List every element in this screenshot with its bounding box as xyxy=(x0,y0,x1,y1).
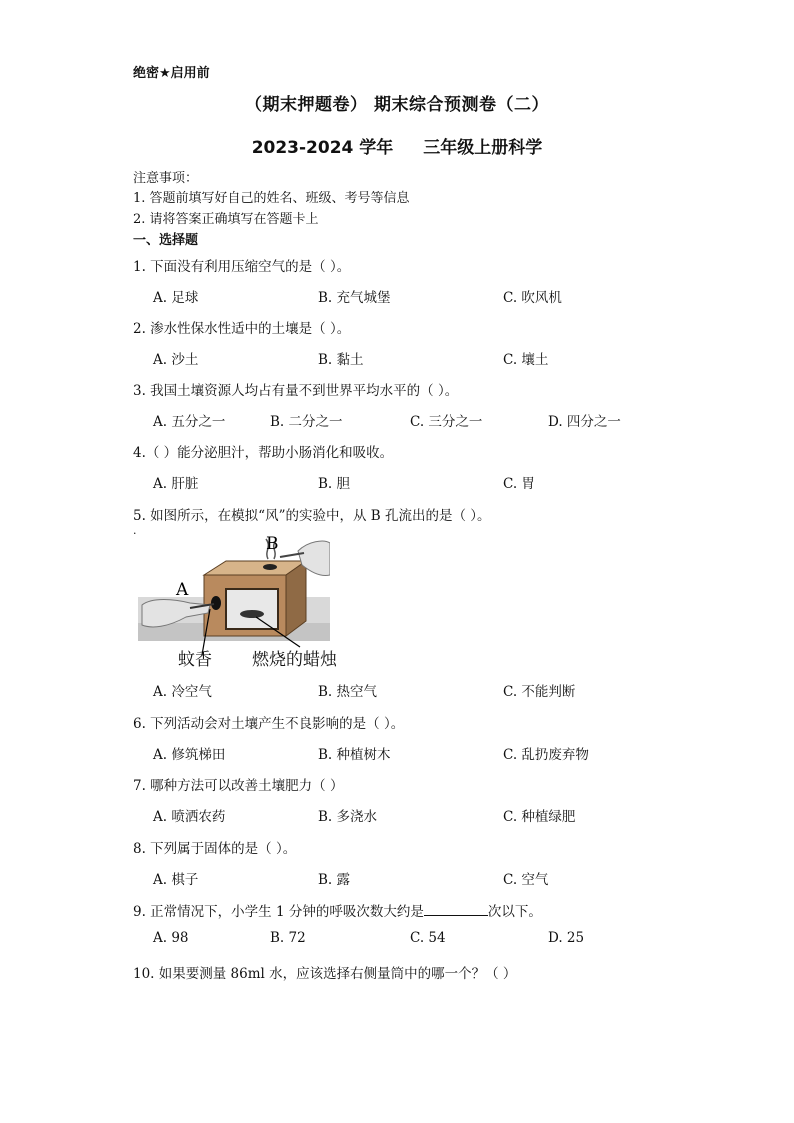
option-b: B. 充气城堡 xyxy=(318,290,391,306)
option-a: A. 98 xyxy=(153,930,189,946)
question-5: 5. 如图所示，在模拟“风”的实验中，从 B 孔流出的是（ ）。 xyxy=(133,508,491,524)
question-7: 7. 哪种方法可以改善土壤肥力（ ） xyxy=(133,778,344,794)
option-b: B. 多浇水 xyxy=(318,809,378,825)
option-b: B. 胆 xyxy=(318,476,351,492)
notice-heading: 注意事项： xyxy=(133,171,199,186)
option-d: D. 25 xyxy=(548,930,585,946)
question-6: 6. 下列活动会对土壤产生不良影响的是（ ）。 xyxy=(133,716,405,732)
option-c: C. 壤土 xyxy=(503,352,549,368)
option-a: A. 足球 xyxy=(153,290,199,306)
caption-mosquito-coil: 蚊香 xyxy=(178,650,212,670)
answer-blank xyxy=(424,903,488,916)
exam-subtitle xyxy=(0,133,794,158)
option-b: B. 72 xyxy=(270,930,306,946)
question-2: 2. 渗水性保水性适中的土壤是（ ）。 xyxy=(133,321,351,337)
option-b: B. 黏土 xyxy=(318,352,364,368)
option-c: C. 乱扔废弃物 xyxy=(503,747,589,763)
school-year: 2023-2024 学年 xyxy=(251,138,394,158)
option-c: C. 54 xyxy=(410,930,446,946)
notice-item: 2. 请将答案正确填写在答题卡上 xyxy=(133,212,319,227)
option-a: A. 喷洒农药 xyxy=(153,809,226,825)
option-b: B. 露 xyxy=(318,872,351,888)
option-a: A. 五分之一 xyxy=(153,414,226,430)
notice-item: 1. 答题前填写好自己的姓名、班级、考号等信息 xyxy=(133,191,410,206)
option-c: C. 三分之一 xyxy=(410,414,483,430)
option-c: C. 种植绿肥 xyxy=(503,809,576,825)
figure-label-a: A xyxy=(176,580,189,600)
option-c: C. 胃 xyxy=(503,476,535,492)
option-b: B. 种植树木 xyxy=(318,747,391,763)
exam-title: （期末押题卷） 期末综合预测卷（二） xyxy=(245,95,549,115)
option-b: B. 热空气 xyxy=(318,684,378,700)
confidential-mark: 绝密★启用前 xyxy=(133,66,210,81)
option-a: A. 冷空气 xyxy=(153,684,212,700)
option-c: C. 空气 xyxy=(503,872,549,888)
question-9-text-end: 次以下。 xyxy=(487,904,542,920)
option-c: C. 不能判断 xyxy=(503,684,576,700)
option-a: A. 沙土 xyxy=(153,352,199,368)
section-title: 一、选择题 xyxy=(133,233,199,248)
question-10: 10. 如果要测量 86ml 水，应该选择右侧量筒中的哪一个？（ ） xyxy=(133,966,517,982)
caption-burning-candle: 燃烧的蜡烛 xyxy=(252,650,337,670)
grade-subject: 三年级上册科学 xyxy=(423,138,543,158)
option-b: B. 二分之一 xyxy=(270,414,343,430)
question-3: 3. 我国土壤资源人均占有量不到世界平均水平的（ ）。 xyxy=(133,383,459,399)
option-a: A. 棋子 xyxy=(153,872,199,888)
option-a: A. 肝脏 xyxy=(153,476,199,492)
figure-label-b: B xyxy=(266,535,279,554)
option-a: A. 修筑梯田 xyxy=(153,747,226,763)
question-4: 4.（ ）能分泌胆汁，帮助小肠消化和吸收。 xyxy=(133,445,394,461)
option-d: D. 四分之一 xyxy=(548,414,621,430)
question-1: 1. 下面没有利用压缩空气的是（ ）。 xyxy=(133,259,351,275)
question-9-text: 9. 正常情况下，小学生 1 分钟的呼吸次数大约是 xyxy=(133,904,424,920)
stray-dot: · xyxy=(133,527,137,540)
question-8: 8. 下列属于固体的是（ ）。 xyxy=(133,841,297,857)
option-c: C. 吹风机 xyxy=(503,290,562,306)
question-9 xyxy=(133,900,542,920)
